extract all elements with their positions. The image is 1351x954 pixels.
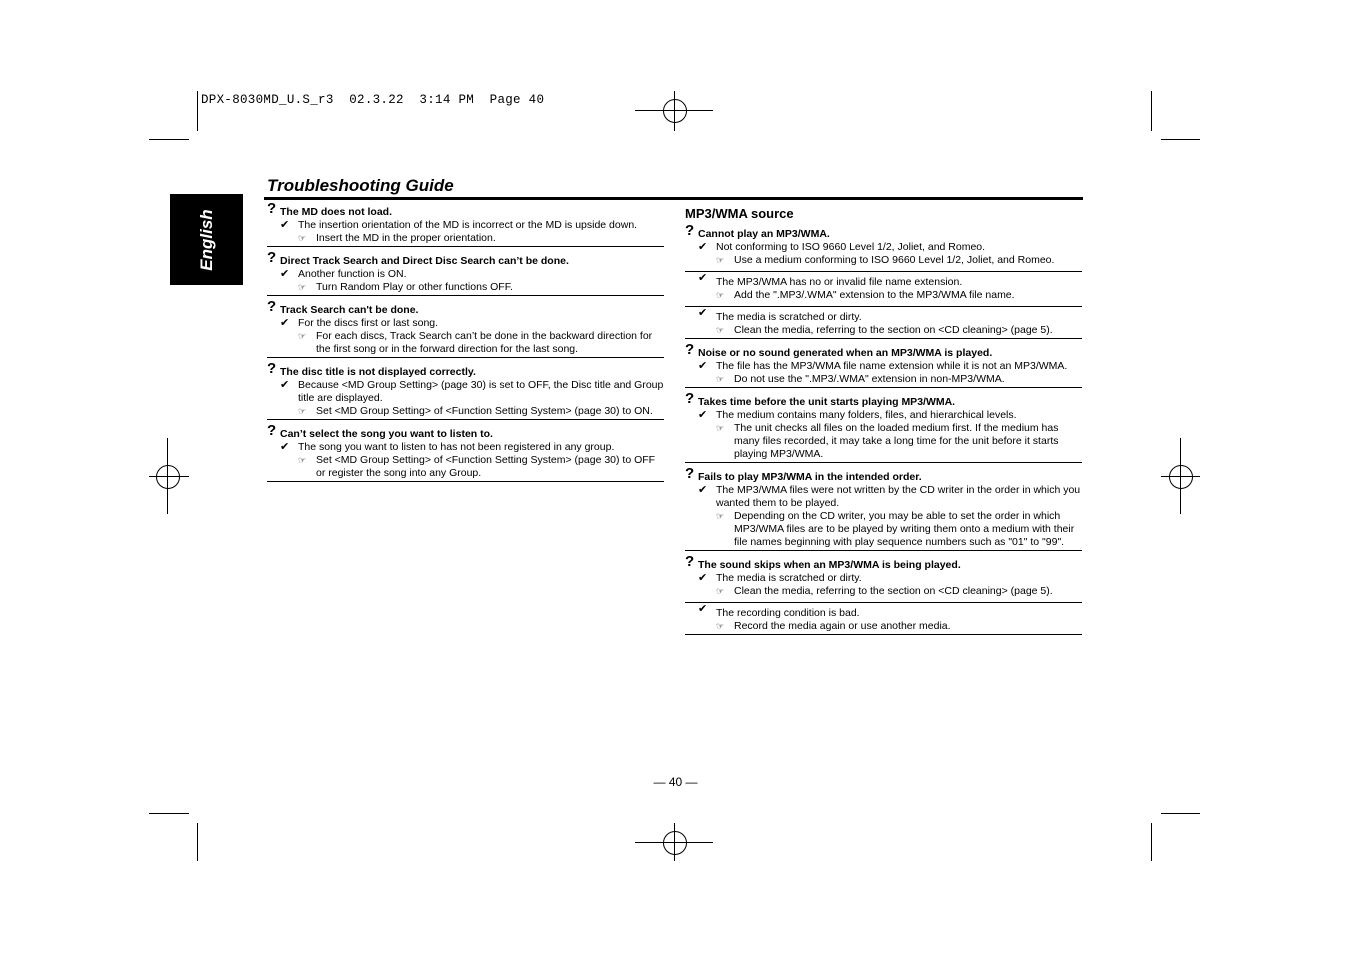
- problem-title-text: Track Search can't be done.: [280, 304, 419, 316]
- cause-item: [685, 484, 1082, 549]
- crosshair-icon: [1169, 465, 1193, 489]
- remedy-text: Clean the media, referring to the section on <CD cleaning> (page 5).: [734, 324, 1053, 336]
- print-header: DPX-8030MD_U.S_r3 02.3.22 3:14 PM Page 40: [201, 93, 545, 107]
- problem-item: [685, 341, 1082, 388]
- remedy-item: [298, 405, 664, 418]
- problem-title-text: Fails to play MP3/WMA in the intended order.: [698, 471, 922, 483]
- pointing-hand-icon: ☞: [716, 374, 725, 384]
- pointing-hand-icon: ☞: [716, 511, 725, 521]
- remedy-item: [298, 281, 664, 294]
- remedy-text: For each discs, Track Search can’t be done in the backward direction for the first song or in the forward direction for the last song.: [316, 330, 653, 355]
- problem-title-text: Can’t select the song you want to listen to.: [280, 428, 493, 440]
- pointing-hand-icon: ☞: [716, 255, 725, 265]
- cause-text: The song you want to listen to has not been registered in any group.: [298, 441, 615, 453]
- problem-title: [685, 465, 1082, 484]
- check-mark-icon: ✔: [698, 603, 708, 615]
- check-mark-icon: ✔: [698, 307, 708, 319]
- remedy-item: [716, 510, 1082, 549]
- crosshair-icon: [156, 465, 180, 489]
- cause-item: [685, 572, 1082, 598]
- check-mark-icon: ✔: [280, 268, 290, 280]
- crosshair-icon: [663, 99, 687, 123]
- problem-title: [685, 390, 1082, 409]
- page-number: — 40 —: [653, 775, 698, 789]
- check-mark-icon: ✔: [280, 441, 290, 453]
- remedy-item: [298, 454, 664, 480]
- remedy-item: [716, 373, 1082, 386]
- remedy-text: Use a medium conforming to ISO 9660 Level 1/2, Joliet, and Romeo.: [734, 254, 1055, 266]
- cause-text: The medium contains many folders, files, and hierarchical levels.: [716, 409, 1017, 421]
- pointing-hand-icon: ☞: [716, 290, 725, 300]
- problem-item: [267, 360, 664, 420]
- question-mark-icon: ?: [267, 360, 277, 377]
- check-mark-icon: ✔: [698, 572, 708, 584]
- problem-title-text: The sound skips when an MP3/WMA is being played.: [698, 559, 961, 571]
- pointing-hand-icon: ☞: [716, 586, 725, 596]
- right-problem-list: [685, 222, 1082, 635]
- question-mark-icon: ?: [685, 390, 695, 407]
- cause-text: The media is scratched or dirty.: [716, 311, 862, 323]
- pointing-hand-icon: ☞: [298, 406, 307, 416]
- problem-title: [685, 341, 1082, 360]
- remedy-text: Do not use the ".MP3/.WMA" extension in non-MP3/WMA.: [734, 373, 1005, 385]
- cause-item: [685, 271, 1082, 302]
- section-title: MP3/WMA source: [685, 206, 794, 221]
- right-column: [685, 205, 1082, 642]
- question-mark-icon: ?: [267, 200, 277, 217]
- problem-title: [685, 553, 1082, 572]
- check-mark-icon: ✔: [698, 484, 708, 496]
- cause-item: [267, 317, 664, 356]
- cause-text: The MP3/WMA has no or invalid file name extension.: [716, 276, 963, 288]
- problem-item: [267, 422, 664, 482]
- problem-item: [267, 200, 664, 247]
- crosshair-icon: [663, 831, 687, 855]
- problem-title-text: Noise or no sound generated when an MP3/WMA is played.: [698, 347, 993, 359]
- cause-text: Because <MD Group Setting> (page 30) is set to OFF, the Disc title and Group title are displayed.: [298, 379, 664, 404]
- problem-title: [267, 249, 664, 268]
- question-mark-icon: ?: [685, 465, 695, 482]
- check-mark-icon: ✔: [698, 272, 708, 284]
- problem-title-text: Cannot play an MP3/WMA.: [698, 228, 830, 240]
- check-mark-icon: ✔: [698, 360, 708, 372]
- cause-item: [685, 241, 1082, 267]
- problem-item: [685, 222, 1082, 339]
- question-mark-icon: ?: [685, 222, 695, 239]
- cause-item: [267, 219, 664, 245]
- problem-item: [685, 390, 1082, 463]
- pointing-hand-icon: ☞: [716, 423, 725, 433]
- remedy-item: [716, 585, 1082, 598]
- title-rule: [264, 197, 1083, 200]
- remedy-item: [716, 254, 1082, 267]
- cause-text: For the discs first or last song.: [298, 317, 439, 329]
- problem-title: [267, 298, 664, 317]
- problem-title: [267, 422, 664, 441]
- check-mark-icon: ✔: [280, 379, 290, 391]
- problem-title: [267, 200, 664, 219]
- remedy-text: Record the media again or use another media.: [734, 620, 951, 632]
- remedy-item: [716, 289, 1082, 302]
- cause-text: The insertion orientation of the MD is incorrect or the MD is upside down.: [298, 219, 638, 231]
- remedy-item: [716, 620, 1082, 633]
- remedy-text: Add the ".MP3/.WMA" extension to the MP3/WMA file name.: [734, 289, 1015, 301]
- remedy-item: [298, 232, 664, 245]
- remedy-item: [716, 324, 1082, 337]
- problem-item: [267, 249, 664, 296]
- question-mark-icon: ?: [267, 422, 277, 439]
- cause-text: The MP3/WMA files were not written by the CD writer in the order in which you wanted them to be played.: [716, 484, 1081, 509]
- problem-title-text: Takes time before the unit starts playing MP3/WMA.: [698, 396, 956, 408]
- cause-item: [685, 409, 1082, 461]
- question-mark-icon: ?: [685, 341, 695, 358]
- remedy-item: [298, 330, 664, 356]
- remedy-text: Set <MD Group Setting> of <Function Setting System> (page 30) to OFF or register the song into any Group.: [316, 454, 656, 479]
- cause-text: The file has the MP3/WMA file name extension while it is not an MP3/WMA.: [716, 360, 1068, 372]
- language-tab-label: English: [196, 208, 216, 271]
- cause-text: The recording condition is bad.: [716, 607, 860, 619]
- pointing-hand-icon: ☞: [298, 331, 307, 341]
- question-mark-icon: ?: [267, 298, 277, 315]
- cause-item: [685, 602, 1082, 633]
- check-mark-icon: ✔: [698, 409, 708, 421]
- page-title: Troubleshooting Guide: [267, 176, 454, 195]
- pointing-hand-icon: ☞: [298, 233, 307, 243]
- problem-title: [685, 222, 1082, 241]
- cause-text: Another function is ON.: [298, 268, 407, 280]
- pointing-hand-icon: ☞: [716, 325, 725, 335]
- remedy-text: Clean the media, referring to the section on <CD cleaning> (page 5).: [734, 585, 1053, 597]
- problem-title-text: The disc title is not displayed correctly.: [280, 366, 476, 378]
- remedy-text: Depending on the CD writer, you may be able to set the order in which MP3/WMA files are to be played by writing them onto a medium with their file names beginning with play sequence numbers such as "01" to "99".: [734, 510, 1075, 548]
- remedy-text: Set <MD Group Setting> of <Function Setting System> (page 30) to ON.: [316, 405, 653, 417]
- problem-title-text: The MD does not load.: [280, 206, 392, 218]
- pointing-hand-icon: ☞: [716, 621, 725, 631]
- remedy-text: Turn Random Play or other functions OFF.: [316, 281, 513, 293]
- problem-title: [267, 360, 664, 379]
- language-tab: [170, 194, 243, 285]
- cause-item: [685, 306, 1082, 337]
- problem-item: [267, 298, 664, 358]
- problem-item: [685, 553, 1082, 635]
- check-mark-icon: ✔: [698, 241, 708, 253]
- pointing-hand-icon: ☞: [298, 282, 307, 292]
- cause-item: [685, 360, 1082, 386]
- problem-title-text: Direct Track Search and Direct Disc Search can’t be done.: [280, 255, 569, 267]
- cause-text: Not conforming to ISO 9660 Level 1/2, Joliet, and Romeo.: [716, 241, 986, 253]
- check-mark-icon: ✔: [280, 219, 290, 231]
- remedy-item: [716, 422, 1082, 461]
- left-column: [267, 200, 664, 489]
- remedy-text: The unit checks all files on the loaded medium first. If the medium has many files recorded, it may take a long time for the unit before it starts playing MP3/WMA.: [734, 422, 1059, 460]
- cause-text: The media is scratched or dirty.: [716, 572, 862, 584]
- check-mark-icon: ✔: [280, 317, 290, 329]
- pointing-hand-icon: ☞: [298, 455, 307, 465]
- cause-item: [267, 379, 664, 418]
- remedy-text: Insert the MD in the proper orientation.: [316, 232, 496, 244]
- question-mark-icon: ?: [685, 553, 695, 570]
- cause-item: [267, 441, 664, 480]
- question-mark-icon: ?: [267, 249, 277, 266]
- problem-item: [685, 465, 1082, 551]
- cause-item: [267, 268, 664, 294]
